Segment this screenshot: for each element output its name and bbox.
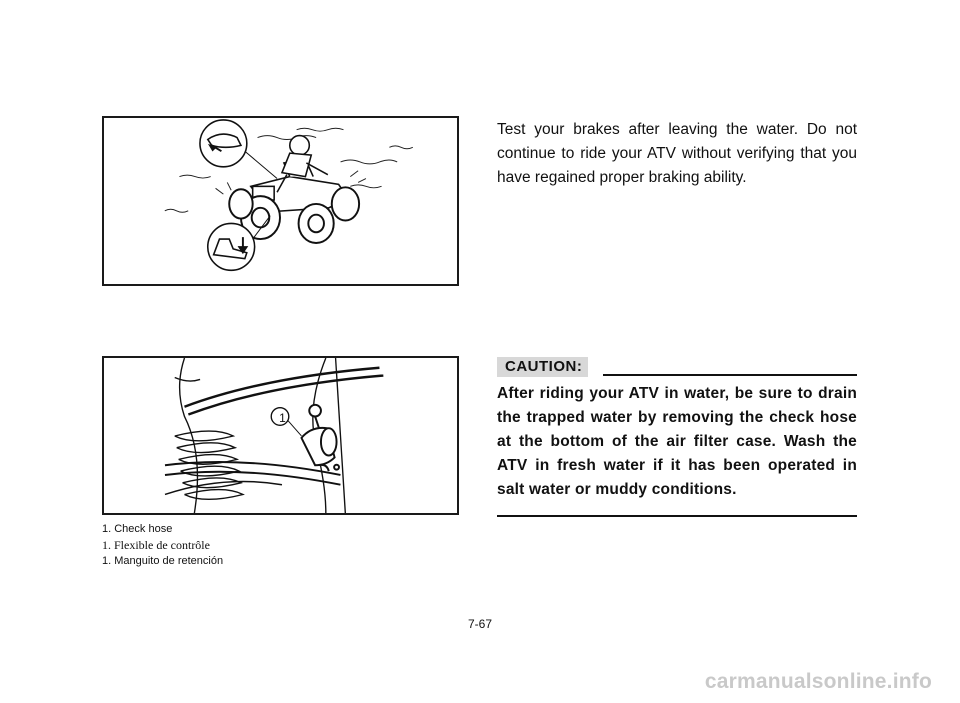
brake-test-paragraph: Test your brakes after leaving the water. Do not continue to ride your ATV without verifying that you have regained proper braking ability. bbox=[497, 121, 857, 186]
caution-label: CAUTION: bbox=[497, 357, 588, 377]
check-hose-drawing bbox=[104, 358, 457, 513]
atv-riding-drawing bbox=[104, 118, 457, 284]
caption-spanish: 1. Manguito de retención bbox=[102, 555, 224, 567]
callout-number: 1 bbox=[279, 411, 286, 425]
figure-captions bbox=[102, 521, 223, 569]
caution-top-rule bbox=[603, 374, 857, 376]
caution-header bbox=[497, 357, 857, 377]
watermark: carmanualsonline.info bbox=[704, 670, 932, 693]
caution-text: After riding your ATV in water, be sure to drain the trapped water by removing the check hose at the bottom of the air filter case. Wash the ATV in fresh water if it has been operated in salt water or muddy conditions. bbox=[497, 385, 857, 498]
caption-english: 1. Check hose bbox=[102, 523, 173, 535]
page-number: 7-67 bbox=[467, 617, 493, 631]
caption-french: 1. Flexible de contrôle bbox=[102, 538, 210, 552]
check-hose-illustration bbox=[102, 356, 459, 515]
atv-water-illustration bbox=[102, 116, 459, 286]
caution-bottom-rule bbox=[497, 515, 857, 517]
